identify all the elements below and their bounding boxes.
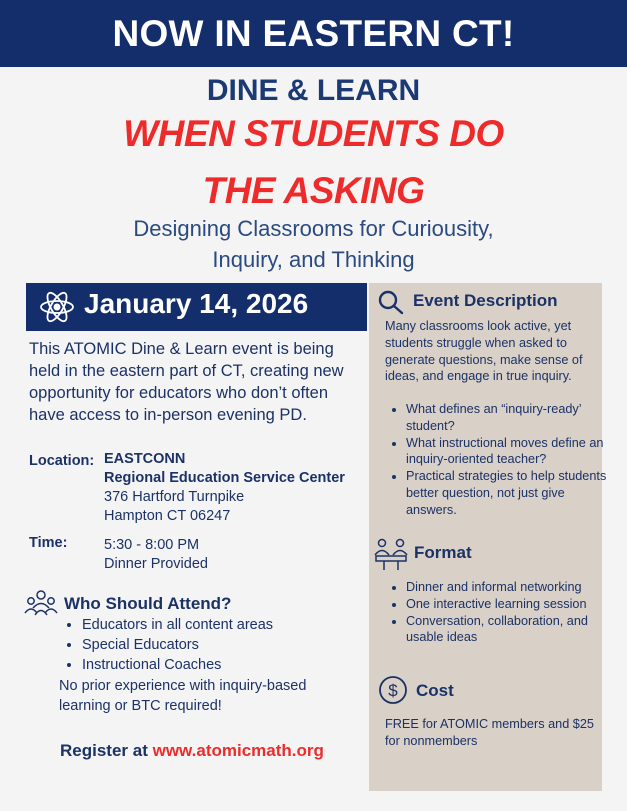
register-link[interactable]: www.atomicmath.org [152, 741, 324, 760]
location-label: Location: [29, 453, 95, 469]
meeting-table-icon [372, 537, 410, 576]
format-heading: Format [414, 543, 472, 562]
title-line-1: WHEN STUDENTS DO [123, 113, 504, 154]
people-group-icon [24, 588, 58, 623]
event-questions [387, 401, 611, 519]
list-item: • Conversation, collaboration, and usable ideas [406, 613, 611, 647]
location-org: Regional Education Service Center [104, 470, 345, 486]
time-label: Time: [29, 535, 68, 551]
list-item: • Dinner and informal networking [406, 579, 611, 596]
dollar-icon [378, 675, 408, 710]
list-item: • What instructional moves define an inquiry-oriented teacher? [406, 435, 611, 469]
search-icon [377, 289, 405, 320]
event-text: Many classrooms look active, yet students struggle when asked to generate questions, make sense of ideas, and engage in true inquiry. [385, 319, 583, 384]
subhead: DINE & LEARN [206, 74, 421, 107]
time-value [104, 536, 208, 574]
cost-text: FREE for ATOMIC members and $25 for nonmembers [385, 717, 594, 748]
title-line-2: THE ASKING [202, 170, 425, 211]
banner: NOW IN EASTERN CT! [0, 0, 627, 67]
location-city: Hampton CT 06247 [104, 508, 231, 524]
location-name: EASTCONN [104, 451, 186, 467]
date-bar [26, 283, 367, 331]
time-range: 5:30 - 8:00 PM [104, 537, 200, 553]
tagline-line-2: Inquiry, and Thinking [212, 247, 415, 272]
intro-text: This ATOMIC Dine & Learn event is being held in the eastern part of CT, creating new opportunity for educators who don’t often have access to in-person evening PD. [29, 340, 344, 424]
cost-heading: Cost [416, 681, 454, 700]
list-item: • Special Educators [82, 635, 273, 655]
location-street: 376 Hartford Turnpike [104, 489, 245, 505]
event-date: January 14, 2026 [84, 288, 309, 319]
event-heading: Event Description [413, 291, 558, 310]
register-label: Register at [60, 741, 148, 760]
list-item: • What defines an “inquiry-ready’ student? [406, 401, 611, 435]
who-list [60, 615, 273, 675]
who-heading: Who Should Attend? [64, 594, 232, 613]
tagline-line-1: Designing Classrooms for Curiousity, [133, 216, 494, 241]
dinner-note: Dinner Provided [104, 556, 208, 572]
list-item: • One interactive learning session [406, 596, 611, 613]
atom-icon [38, 288, 76, 331]
who-note: No prior experience with inquiry-based learning or BTC required! [59, 678, 307, 714]
register-line [60, 741, 324, 761]
svg-text:$: $ [388, 681, 398, 700]
list-item: • Educators in all content areas [82, 615, 273, 635]
format-list [387, 579, 611, 646]
location-value [104, 450, 345, 526]
list-item: • Instructional Coaches [82, 655, 273, 675]
list-item: • Practical strategies to help students better question, not just give answers. [406, 468, 611, 518]
